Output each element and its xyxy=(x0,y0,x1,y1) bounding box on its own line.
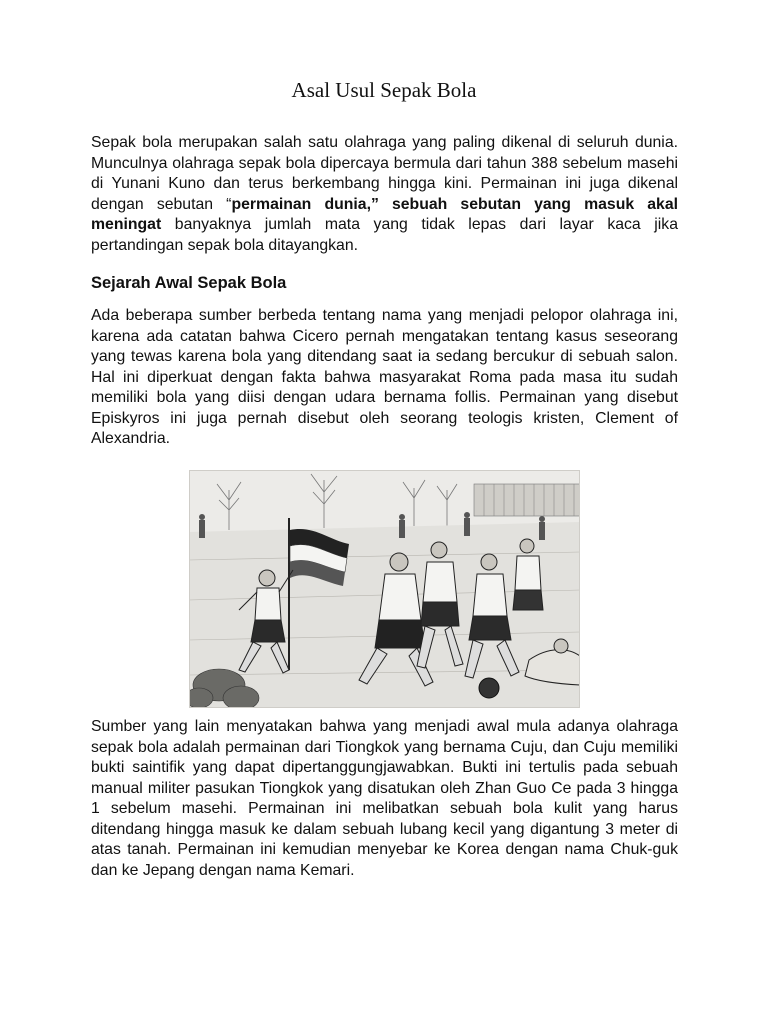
intro-text-start: Sepak bola merupakan salah satu olahraga yang paling dikenal di seluruh dunia. Munculnya olahraga sepak bola dipercaya bermula dari tahun 388 sebelum masehi di Yunani Kuno dan terus berkembang hingga kini. Permainan ini juga dikenal dengan sebutan “ xyxy=(91,134,678,213)
history-paragraph: Ada beberapa sumber berbeda tentang nama yang menjadi pelopor olahraga ini, karena ada catatan bahwa Cicero pernah mengatakan tentang kasus seseorang yang tewas karena bola yang ditendang saat ia sedang bercukur di sebuah salon. Hal ini diperkuat dengan fakta bahwa masyarakat Roma pada masa itu sudah memiliki bola yang diisi dengan udara bernama follis. Permainan yang disebut Episkyros ini juga pernah disebut oleh seorang teologis kristen, Clement of Alexandria. xyxy=(91,307,678,447)
intro-bold-term: permainan dunia,” sebuah sebutan yang masuk akal meningat xyxy=(91,195,678,233)
intro-paragraph xyxy=(91,133,678,256)
page-title: Asal Usul Sepak Bola xyxy=(291,78,477,102)
intro-text-end: banyaknya jumlah mata yang tidak lepas dari layar kaca jika pertandingan sepak bola ditayangkan. xyxy=(91,216,678,254)
cuju-paragraph: Sumber yang lain menyatakan bahwa yang menjadi awal mula adanya olahraga sepak bola adalah permainan dari Tiongkok yang bernama Cuju, dan Cuju memiliki bukti saintifik yang dapat dipertanggungjawabkan. Bukti ini tertulis pada sebuah manual militer pasukan Tiongkok yang disatukan oleh Zhan Guo Ce pada 3 hingga 1 sebelum masehi. Permainan ini melibatkan sebuah bola kulit yang harus ditendang hingga masuk ke dalam sebuah lubang kecil yang digantung 3 meter di atas tanah. Permainan ini kemudian menyebar ke Korea dengan nama Chuk-guk dan ke Jepang dengan nama Kemari. xyxy=(91,718,678,879)
section-heading: Sejarah Awal Sepak Bola xyxy=(91,274,287,292)
vintage-football-engraving-icon xyxy=(189,470,580,708)
